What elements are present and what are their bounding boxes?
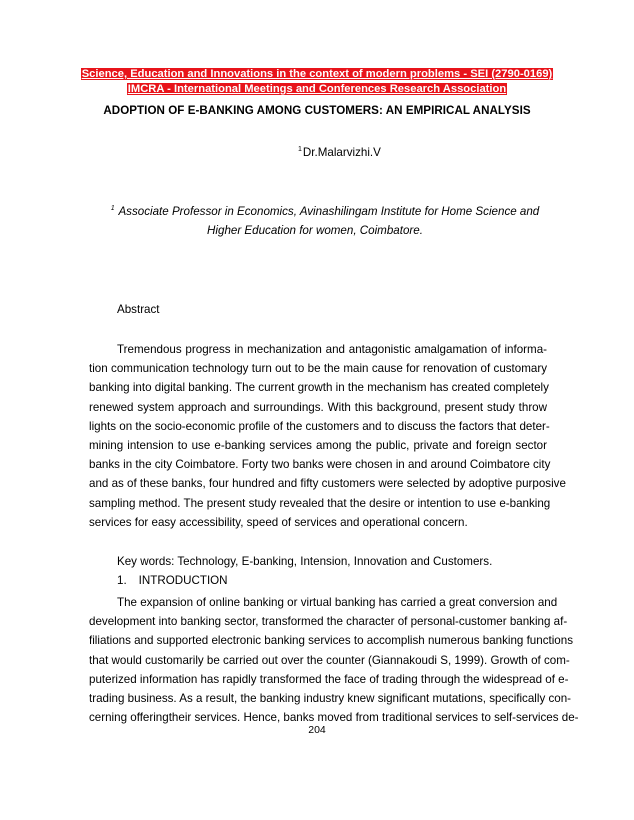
- journal-banner-line-2: [0, 82, 634, 96]
- abstract-line: mining intension to use e-banking services among the public, private and foreign sector: [89, 439, 547, 453]
- author-line: [298, 146, 381, 159]
- introduction-line: filiations and supported electronic banking services to accomplish numerous banking functions: [89, 634, 573, 648]
- abstract-line: tion communication technology turn out to be the main cause for renovation of customary: [89, 362, 547, 376]
- abstract-heading: Abstract: [117, 303, 160, 316]
- affiliation-line-2: Higher Education for women, Coimbatore.: [207, 224, 423, 237]
- abstract-line: renewed system approach and surroundings. With this background, present study throw: [89, 400, 547, 414]
- introduction-line: that would customarily be carried out over the counter (Giannakoudi S, 1999). Growth of com-: [89, 653, 570, 667]
- introduction-line: cerning offeringtheir services. Hence, banks moved from traditional services to self-services de-: [89, 711, 579, 725]
- keywords: Key words: Technology, E-banking, Intension, Innovation and Customers.: [117, 555, 493, 568]
- author-name: Dr.Malarvizhi.V: [302, 146, 381, 159]
- abstract-line: banking into digital banking. The current growth in the mechanism has created completely: [89, 381, 549, 395]
- abstract-line: lights on the socio-economic profile of the customers and to discuss the factors that deter-: [89, 419, 550, 433]
- abstract-body: [89, 340, 566, 532]
- affiliation-superscript: 1: [110, 205, 115, 212]
- author-superscript: 1: [298, 146, 302, 153]
- paper-title: ADOPTION OF E-BANKING AMONG CUSTOMERS: AN EMPIRICAL ANALYSIS: [103, 104, 531, 117]
- abstract-line: services for easy accessibility, speed of services and operational concern.: [89, 515, 468, 529]
- abstract-line: banks in the city Coimbatore. Forty two banks were chosen in and around Coimbatore city: [89, 458, 551, 472]
- section-number: 1.: [117, 574, 127, 587]
- section-title: INTRODUCTION: [138, 574, 228, 587]
- abstract-line: sampling method. The present study revealed that the desire or intention to use e-banking: [89, 496, 551, 510]
- journal-banner-line-1: [0, 67, 634, 81]
- introduction-line: puterized information has rapidly transformed the face of trading through the widespread of e-: [89, 672, 569, 686]
- introduction-line: The expansion of online banking or virtual banking has carried a great conversion and: [117, 596, 558, 609]
- abstract-line: and as of these banks, four hundred and fifty customers were selected by adoptive purposive: [89, 477, 566, 491]
- abstract-line: Tremendous progress in mechanization and antagonistic amalgamation of informa-: [117, 343, 547, 356]
- journal-banner-link-2[interactable]: IMCRA - International Meetings and Conferences Research Association: [127, 83, 507, 95]
- page-number: 204: [308, 724, 326, 736]
- journal-banner-link-1[interactable]: Science, Education and Innovations in the context of modern problems - SEI (2790-0169): [81, 68, 553, 80]
- introduction-body: [89, 593, 579, 727]
- section-heading-introduction: [117, 574, 228, 587]
- affiliation-line-1: [8, 205, 634, 218]
- introduction-line: development into banking sector, transformed the character of personal-customer banking af-: [89, 615, 568, 629]
- affiliation-text-1: Associate Professor in Economics, Avinashilingam Institute for Home Science and: [118, 205, 540, 218]
- introduction-line: trading business. As a result, the banking industry knew significant mutations, specifically con-: [89, 692, 572, 706]
